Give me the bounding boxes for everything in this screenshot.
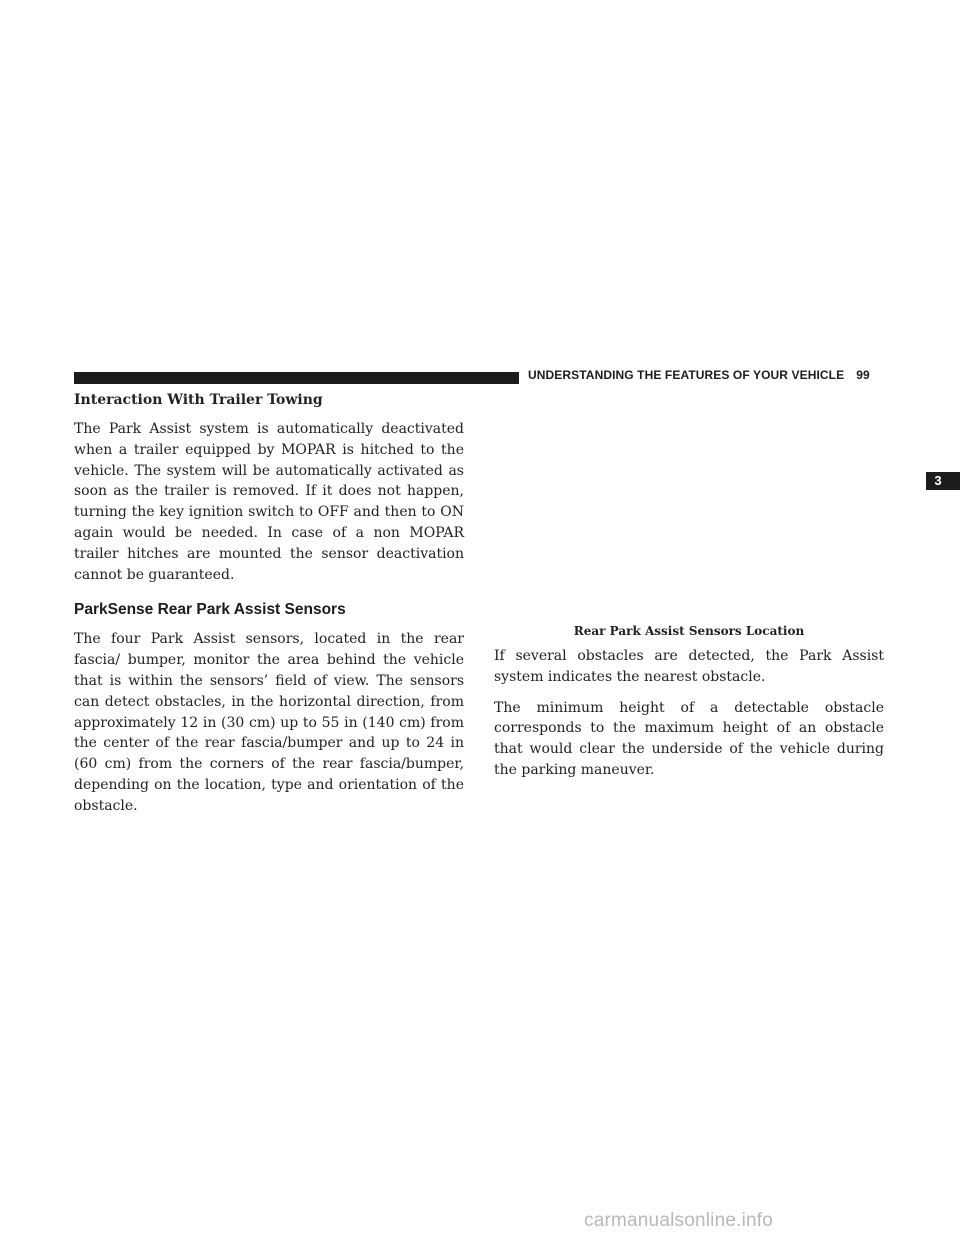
left-column	[74, 392, 464, 827]
running-header	[528, 368, 870, 382]
paragraph-trailer-towing: The Park Assist system is automatically deactivated when a trailer equipped by MOPAR is hitched to the vehicle. The system will be automatically activated as soon as the trailer is removed. If it does not happen, turning the key ignition switch to OFF and then to ON again would be needed. In case of a non MOPAR trailer hitches are mounted the sensor deactivation cannot be guaranteed.	[74, 421, 464, 583]
paragraph-sensors: The four Park Assist sensors, located in the rear fascia/ bumper, monitor the area behind the vehicle that is within the sensors’ field of view. The sensors can detect obstacles, in the horizontal direction, from approximately 12 in (30 cm) up to 55 in (140 cm) from the center of the rear fascia/bumper and up to 24 in (60 cm) from the corners of the rear fascia/bumper, depending on the location, type and orientation of the obstacle.	[74, 631, 464, 814]
paragraph-min-height: The minimum height of a detectable obstacle corresponds to the maximum height of an obstacle that would clear the underside of the vehicle during the parking maneuver.	[494, 699, 884, 778]
header-rule	[74, 372, 514, 384]
right-column	[494, 624, 884, 791]
header-rule-end	[514, 372, 519, 384]
header-title: UNDERSTANDING THE FEATURES OF YOUR VEHICLE	[528, 368, 845, 382]
figure-caption: Rear Park Assist Sensors Location	[573, 624, 805, 638]
chapter-tab	[926, 472, 960, 490]
paragraph-obstacles: If several obstacles are detected, the Park Assist system indicates the nearest obstacle.	[494, 648, 884, 685]
chapter-number: 3	[934, 473, 942, 488]
subheading: Interaction With Trailer Towing	[74, 392, 323, 408]
section-heading: ParkSense Rear Park Assist Sensors	[74, 601, 346, 619]
page-number: 99	[856, 368, 870, 382]
watermark: carmanualsonline.info	[584, 1210, 774, 1231]
